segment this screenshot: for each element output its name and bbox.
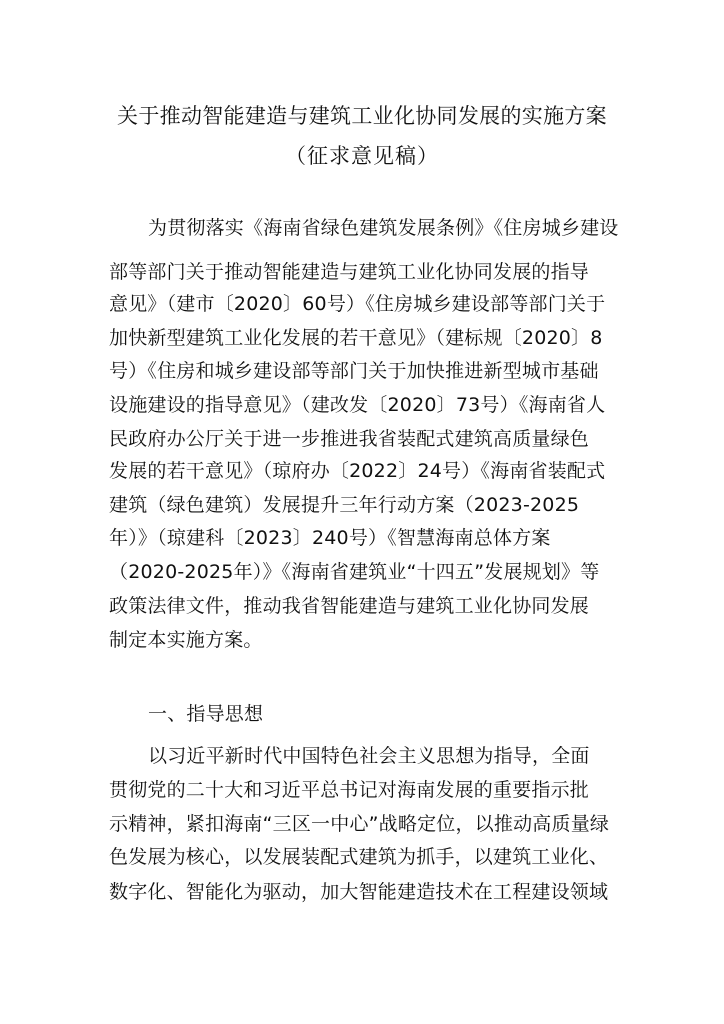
paragraph-line: 发展的若干意见》（琼府办〔2022〕24号）《海南省装配式 — [109, 460, 606, 482]
document-title: 关于推动智能建造与建筑工业化协同发展的实施方案 — [117, 104, 607, 128]
paragraph-line: 意见》（建市〔2020〕60号）《住房城乡建设部等部门关于 — [109, 293, 606, 315]
paragraph-line: 政策法律文件，推动我省智能建造与建筑工业化协同发展 — [109, 595, 590, 617]
paragraph-line: 民政府办公厅关于进一步推进我省装配式建筑高质量绿色 — [109, 428, 590, 450]
paragraph-line: （2020-2025年）》《海南省建筑业“十四五”发展规划》等 — [109, 561, 600, 583]
paragraph-line: 加快新型建筑工业化发展的若干意见》（建标规〔2020〕8 — [109, 327, 603, 349]
paragraph-line: 部等部门关于推动智能建造与建筑工业化协同发展的指导 — [109, 261, 590, 283]
document-subtitle: （征求意见稿） — [285, 144, 439, 168]
paragraph-line: 数字化、智能化为驱动，加大智能建造技术在工程建设领域 — [109, 881, 609, 903]
paragraph-line: 建筑（绿色建筑）发展提升三年行动方案（2023-2025 — [109, 494, 580, 516]
paragraph-line: 号）《住房和城乡建设部等部门关于加快推进新型城市基础 — [109, 360, 599, 382]
paragraph-line: 制定本实施方案。 — [109, 629, 263, 651]
paragraph-line: 设施建设的指导意见》（建改发〔2020〕73号）《海南省人 — [109, 394, 606, 416]
paragraph-line: 示精神，紧扣海南“三区一中心”战略定位，以推动高质量绿 — [109, 813, 610, 835]
paragraph-line: 年）》（琼建科〔2023〕240号）《智慧海南总体方案 — [109, 527, 551, 549]
section-heading: 一、指导思想 — [148, 703, 264, 725]
paragraph-line: 以习近平新时代中国特色社会主义思想为指导，全面 — [148, 745, 590, 767]
paragraph-line: 色发展为核心，以发展装配式建筑为抓手，以建筑工业化、 — [109, 846, 609, 868]
paragraph-line: 贯彻党的二十大和习近平总书记对海南发展的重要指示批 — [109, 779, 590, 801]
paragraph-line: 为贯彻落实《海南省绿色建筑发展条例》《住房城乡建设 — [148, 217, 619, 239]
